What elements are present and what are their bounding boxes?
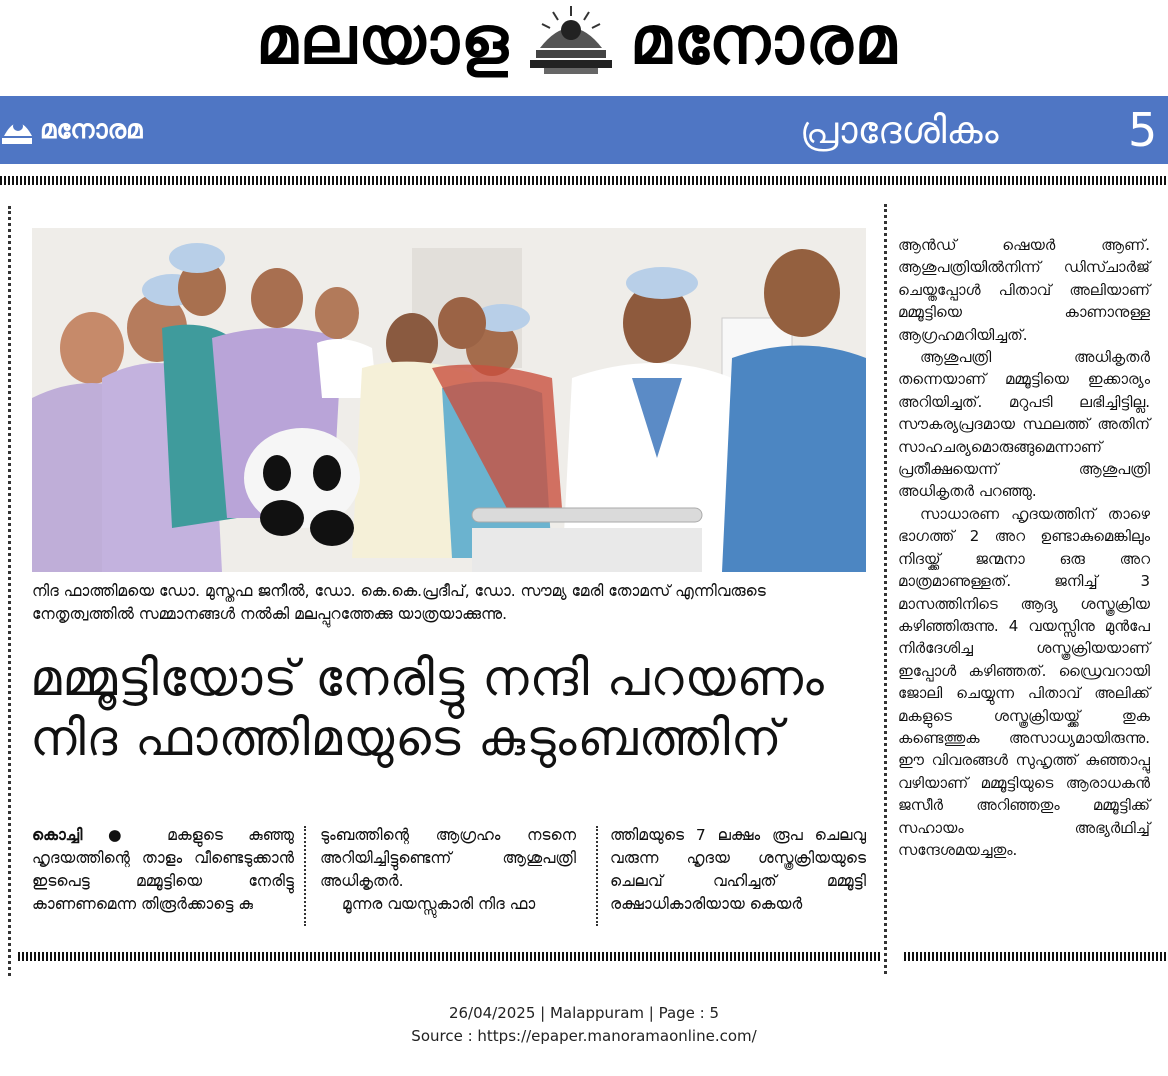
article-col2-para-2: മൂന്നര വയസ്സുകാരി നിദ ഫാ (342, 895, 536, 913)
footer-source-link[interactable]: Source : https://epaper.manoramaonline.com/ (411, 1027, 757, 1045)
section-bar (0, 96, 1168, 164)
masthead-title-right: മനോരമ (630, 2, 899, 79)
article-column-divider-2 (596, 826, 598, 926)
headline-line-2: നിദ ഫാത്തിമയുടെ കുടുംബത്തിന് (30, 709, 783, 767)
page-number: 5 (1128, 103, 1158, 157)
column-divider (884, 204, 887, 974)
manorama-logo-icon (0, 104, 36, 152)
article-column-4 (898, 234, 1150, 861)
bottom-rule-left (18, 952, 882, 961)
news-photo (32, 228, 866, 572)
photo-caption: നിദ ഫാത്തിമയെ ഡോ. മുസ്തഫ ജനീൽ, ഡോ. കെ.കെ.പ്രദീപ്, ഡോ. സൗമ്യ മേരി തോമസ് എന്നിവരുടെ നേതൃത്വത്തിൽ സമ്മാനങ്ങൾ നൽകി മലപ്പുറത്തേക്കു യാത്രയാക്കുന്നു. (32, 582, 766, 623)
masthead (0, 0, 1168, 92)
headline-line-1: മമ്മൂട്ടിയോട് നേരിട്ടു നന്ദി പറയണം (30, 649, 825, 707)
article-col1-text: മകളുടെ കുഞ്ഞു ഹൃദയത്തിന്റെ താളം വീണ്ടെടുക്കാൻ ഇടപെട്ട മമ്മൂട്ടിയെ നേരിട്ടു കാണണമെന്ന തിരൂർക്കാട്ടെ കു (32, 826, 295, 913)
bottom-rule-right (904, 952, 1168, 961)
masthead-title-left: മലയാള (256, 2, 510, 79)
article-col4-para-3: സാധാരണ ഹൃദയത്തിന് താഴെ ഭാഗത്ത് 2 അറ ഉണ്ടാകുമെങ്കിലും നിദയ്ക്ക് ജന്മനാ ഒരു അറ മാത്രമാണുള്ളത്. ജനിച്ച് 3 മാസത്തിനിടെ ആദ്യ ശസ്ത്രക്രിയ കഴിഞ്ഞിരുന്നു. 4 വയസ്സിനു മുൻപേ നിർദേശിച്ച ശസ്ത്രക്രിയയാണ് ഇപ്പോൾ കഴിഞ്ഞത്. ഡ്രൈവറായി ജോലി ചെയ്യുന്ന പിതാവ് അലിക്ക് മകളുടെ ശസ്ത്രക്രിയയ്ക്ക് തുക കണ്ടെത്തുക അസാധ്യമായിരുന്നു. ഈ വിവരങ്ങൾ സുഹൃത്ത് കുഞ്ഞാപ്പു വഴിയാണ് മമ്മൂട്ടിയുടെ ആരാധകൻ ജസീർ അറിഞ്ഞതും മമ്മൂട്ടിക്ക് സഹായം അഭ്യർഥിച്ച് സന്ദേശമയച്ചതും. (898, 504, 1150, 859)
article-col3-text: ത്തിമയുടെ 7 ലക്ഷം രൂപ ചെലവു വരുന്ന ഹൃദയ ശസ്ത്രക്രിയയുടെ ചെലവ് വഹിച്ചത് മമ്മൂട്ടി രക്ഷാധികാരിയായ കെയർ (610, 826, 866, 913)
dateline: കൊച്ചി ● (32, 826, 142, 844)
left-margin-divider (8, 206, 11, 976)
article-column-3 (610, 824, 866, 916)
page-footer (0, 1002, 1168, 1048)
headline (30, 648, 870, 768)
footer-edition-info: 26/04/2025 | Malappuram | Page : 5 (448, 1004, 720, 1022)
article-column-divider-1 (304, 826, 306, 926)
article-col4-para-2: ആശുപത്രി അധികൃതർ തന്നെയാണ് മമ്മൂട്ടിയെ ഇക്കാര്യം അറിയിച്ചത്. മറുപടി ലഭിച്ചിട്ടില്ല. സൗകര്യപ്രദമായ സ്ഥലത്ത് അതിന് സാഹചര്യമൊരുങ്ങുമെന്നാണ് പ്രതീക്ഷയെന്ന് ആശുപത്രി അധികൃതർ പറഞ്ഞു. (898, 348, 1150, 501)
article-column-2 (320, 824, 576, 916)
section-title: പ്രാദേശികം (800, 108, 999, 152)
top-rule-divider (0, 176, 1168, 185)
manorama-emblem-icon (520, 4, 622, 76)
article-column-1 (32, 824, 294, 916)
article-col2-para-1: ടുംബത്തിന്റെ ആഗ്രഹം നടനെ അറിയിച്ചിട്ടുണ്ടെന്ന് ആശുപത്രി അധികൃതർ. (320, 826, 576, 890)
section-bar-brand: മനോരമ (40, 115, 143, 145)
article-col4-para-1: ആൻഡ് ഷെയർ ആണ്. ആശുപത്രിയിൽനിന്ന് ഡിസ്ചാർജ് ചെയ്തപ്പോൾ പിതാവ് അലിയാണ് മമ്മൂട്ടിയെ കാണാനുള്ള ആഗ്രഹമറിയിച്ചത്. (898, 236, 1150, 344)
